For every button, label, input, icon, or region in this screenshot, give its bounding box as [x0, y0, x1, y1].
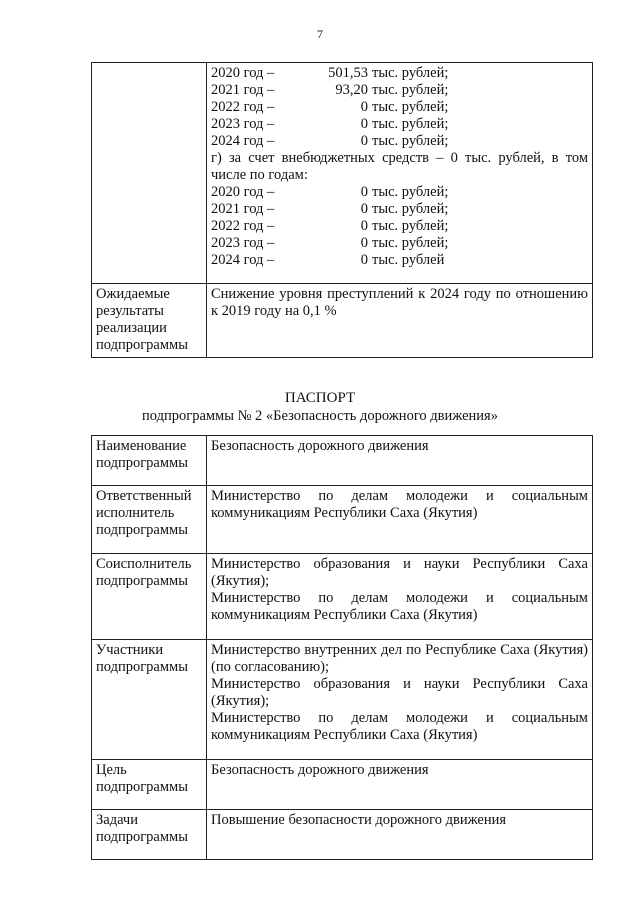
passport-value-line: Повышение безопасности дорожного движения: [211, 812, 507, 828]
funding-year: 2023 год –: [211, 235, 275, 251]
funding-year-line: [211, 252, 588, 269]
passport-row-label: Участники подпрограммы: [92, 640, 207, 760]
funding-year: 2021 год –: [211, 201, 275, 217]
passport-row-value: [207, 554, 593, 640]
funding-year: 2024 год –: [211, 133, 275, 149]
funding-unit: тыс. рублей;: [372, 218, 449, 234]
funding-list-1: [211, 65, 588, 150]
funding-year: 2024 год –: [211, 252, 275, 268]
expected-results-value: Снижение уровня преступлений к 2024 году по отношению к 2019 году на 0,1 %: [207, 284, 593, 358]
passport-value-line: Министерство образования и науки Республики Саха (Якутия);: [211, 556, 588, 589]
funding-unit: тыс. рублей;: [372, 235, 449, 251]
funding-amount: 0: [360, 99, 368, 115]
expected-results-label: Ожидаемые результаты реализации подпрограммы: [92, 284, 207, 358]
passport-value-line: Министерство внутренних дел по Республике Саха (Якутия) (по согласованию);: [211, 642, 588, 675]
passport-value-line: Министерство по делам молодежи и социальным коммуникациям Республики Саха (Якутия): [211, 710, 588, 743]
funding-unit: тыс. рублей: [372, 252, 445, 268]
funding-unit: тыс. рублей;: [372, 184, 449, 200]
funding-year-line: [211, 184, 588, 201]
expected-results-row: [92, 284, 593, 358]
funding-label-cell: [92, 63, 207, 284]
funding-amount: 0: [360, 116, 368, 132]
funding-unit: тыс. рублей;: [372, 133, 449, 149]
passport-table: [91, 435, 593, 860]
passport-row-label: Задачи подпрограммы: [92, 810, 207, 860]
funding-amount: 0: [360, 252, 368, 268]
funding-year-line: [211, 82, 588, 99]
passport-row-value: [207, 760, 593, 810]
funding-year-line: [211, 201, 588, 218]
passport-subtitle: подпрограммы № 2 «Безопасность дорожного движения»: [142, 408, 498, 424]
funding-year: 2022 год –: [211, 99, 275, 115]
funding-amount: 93,20: [335, 82, 368, 98]
funding-value-cell: [207, 63, 593, 284]
funding-year-line: [211, 235, 588, 252]
funding-year-line: [211, 133, 588, 150]
funding-amount: 0: [360, 218, 368, 234]
funding-list-2: [211, 184, 588, 269]
passport-title: ПАСПОРТ: [284, 390, 356, 406]
funding-unit: тыс. рублей;: [372, 116, 449, 132]
passport-row-label: Соисполнитель подпрограммы: [92, 554, 207, 640]
passport-value-line: Безопасность дорожного движения: [211, 762, 429, 778]
passport-row: [92, 554, 593, 640]
funding-table: [91, 62, 593, 358]
funding-year: 2020 год –: [211, 184, 275, 200]
passport-row-value: [207, 436, 593, 486]
funding-year: 2020 год –: [211, 65, 275, 81]
funding-year-line: [211, 99, 588, 116]
funding-year-line: [211, 218, 588, 235]
passport-row: [92, 760, 593, 810]
passport-row: [92, 810, 593, 860]
passport-row-value: [207, 810, 593, 860]
passport-row: [92, 486, 593, 554]
passport-row: [92, 436, 593, 486]
funding-year: 2022 год –: [211, 218, 275, 234]
funding-year: 2023 год –: [211, 116, 275, 132]
funding-row: [92, 63, 593, 284]
passport-value-line: Министерство образования и науки Республики Саха (Якутия);: [211, 676, 588, 709]
funding-amount: 0: [360, 184, 368, 200]
funding-amount: 501,53: [328, 65, 368, 81]
funding-unit: тыс. рублей;: [372, 82, 449, 98]
passport-value-line: Министерство по делам молодежи и социальным коммуникациям Республики Саха (Якутия): [211, 590, 588, 623]
funding-amount: 0: [360, 201, 368, 217]
passport-row-label: Ответственный исполнитель подпрограммы: [92, 486, 207, 554]
passport-value-line: Безопасность дорожного движения: [211, 438, 429, 454]
passport-row-label: Цель подпрограммы: [92, 760, 207, 810]
passport-row-label: Наименование подпрограммы: [92, 436, 207, 486]
passport-row: [92, 640, 593, 760]
funding-year-line: [211, 116, 588, 133]
funding-year-line: [211, 65, 588, 82]
funding-year: 2021 год –: [211, 82, 275, 98]
passport-row-value: [207, 486, 593, 554]
funding-unit: тыс. рублей;: [372, 65, 449, 81]
passport-heading: [0, 389, 640, 425]
funding-amount: 0: [360, 133, 368, 149]
funding-unit: тыс. рублей;: [372, 201, 449, 217]
funding-amount: 0: [360, 235, 368, 251]
funding-unit: тыс. рублей;: [372, 99, 449, 115]
extrabudget-text: г) за счет внебюджетных средств – 0 тыс. рублей, в том числе по годам:: [211, 150, 588, 183]
page-number: 7: [317, 27, 323, 41]
passport-row-value: [207, 640, 593, 760]
passport-value-line: Министерство по делам молодежи и социальным коммуникациям Республики Саха (Якутия): [211, 488, 588, 521]
